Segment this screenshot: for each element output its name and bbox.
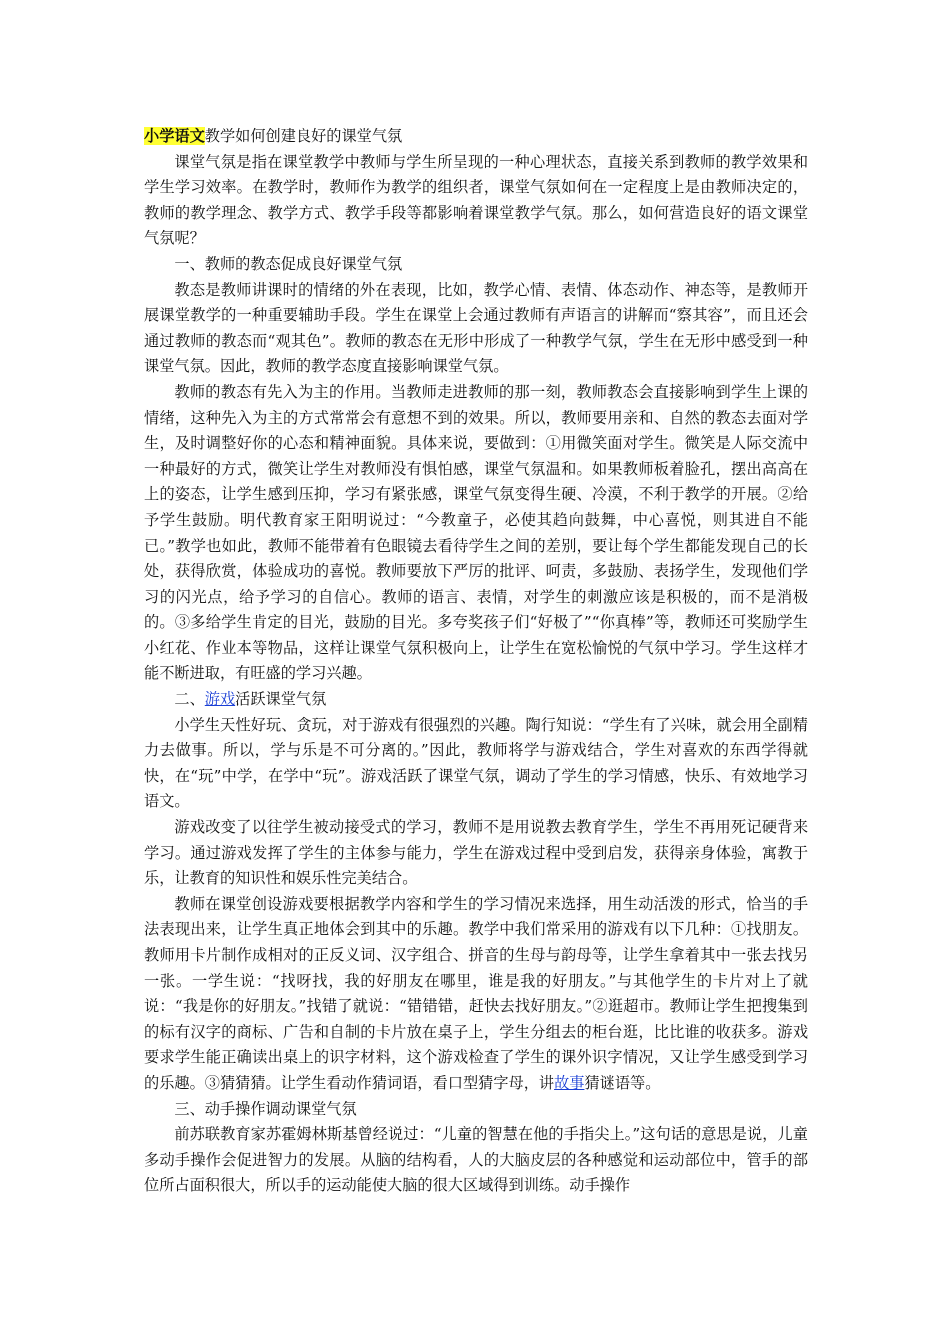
paragraph-game-examples: 教师在课堂创设游戏要根据教学内容和学生的学习情况来选择，用生动活泼的形式，恰当的手法表现出来，让学生真正地体会到其中的乐趣。教学中我们常采用的游戏有以下几种：①找朋友。教师用卡片制作成相对的正反义词、汉字组合、拼音的生母与韵母等，让学生拿着其中一张去找另一张。一学生说：“找呀找，我的好朋友在哪里，谁是我的好朋友。”与其他学生的卡片对上了就说：“我是你的好朋友。”找错了就说：“错错错，赶快去找好朋友。”②逛超市。教师让学生把搜集到的标有汉字的商标、广告和自制的卡片放在桌子上，学生分组去的柜台逛，比比谁的收获多。游戏要求学生能正确读出桌上的识字材料，这个游戏检查了学生的课外识字情况，又让学生感受到学习的乐趣。③猜猜猜。让学生看动作猜词语，看口型猜字母，讲故事猜谜语等。 [144, 894, 808, 1092]
section-heading-3: 三、动手操作调动课堂气氛 [174, 1099, 357, 1118]
paragraph-game-change: 游戏改变了以往学生被动接受式的学习，教师不是用说教去教育学生，学生不再用死记硬背来学习。通过游戏发挥了学生的主体参与能力，学生在游戏过程中受到启发，获得亲身体验，寓教于乐，让教育的知识性和娱乐性完美结合。 [144, 818, 808, 888]
games-link[interactable]: 游戏 [204, 690, 236, 709]
section-heading-1: 一、教师的教态促成良好课堂气氛 [174, 254, 403, 273]
title-highlight: 小学语文 [144, 127, 205, 145]
title-rest: 教学如何创建良好的课堂气氛 [204, 127, 403, 145]
paragraph-teacher-manner: 教态是教师讲课时的情绪的外在表现，比如，教学心情、表情、体态动作、神态等，是教师开展课堂教学的一种重要辅助手段。学生在课堂上会通过教师有声语言的讲解而“察其容”，而且还会通过教师的教态而“观其色”。教师的教态在无形中形成了一种教学气氛，学生在无形中感受到一种课堂气氛。因此，教师的教学态度直接影响课堂气氛。 [144, 280, 808, 376]
paragraph-intro: 课堂气氛是指在课堂教学中教师与学生所呈现的一种心理状态，直接关系到教师的教学效果和学生学习效率。在教学时，教师作为教学的组织者，课堂气氛如何在一定程度上是由教师决定的，教师的教学理念、教学方式、教学手段等都影响着课堂教学气氛。那么，如何营造良好的语文课堂气氛呢？ [144, 152, 808, 248]
section-heading-2: 二、游戏活跃课堂气氛 [174, 690, 327, 709]
paragraph-hands-on: 前苏联教育家苏霍姆林斯基曾经说过：“儿童的智慧在他的手指尖上。”这句话的意思是说，儿童多动手操作会促进智力的发展。从脑的结构看，人的大脑皮层的各种感觉和运动部位中，管手的部位所占面积很大，所以手的运动能使大脑的很大区域得到训练。动手操作 [144, 1125, 808, 1195]
document-title [144, 124, 808, 150]
document-page [144, 124, 808, 1199]
paragraph-first-impression: 教师的教态有先入为主的作用。当教师走进教师的那一刻，教师教态会直接影响到学生上课的情绪，这种先入为主的方式常常会有意想不到的效果。所以，教师要用亲和、自然的教态去面对学生，及时调整好你的心态和精神面貌。具体来说，要做到：①用微笑面对学生。微笑是人际交流中一种最好的方式，微笑让学生对教师没有惧怕感，课堂气氛温和。如果教师板着脸孔，摆出高高在上的姿态，让学生感到压抑，学习有紧张感，课堂气氛变得生硬、冷漠，不利于教学的开展。②给予学生鼓励。明代教育家王阳明说过：“今教童子，必使其趋向鼓舞，中心喜悦，则其进自不能已。”教学也如此，教师不能带着有色眼镜去看待学生之间的差别，要让每个学生都能发现自己的长处，获得欣赏，体验成功的喜悦。教师要放下严厉的批评、呵责，多鼓励、表扬学生，发现他们学习的闪光点，给予学习的自信心。教师的语言、表情，对学生的刺激应该是积极的，而不是消极的。③多给学生肯定的目光，鼓励的目光。多夸奖孩子们“好极了”“你真棒”等，教师还可奖励学生小红花、作业本等物品，这样让课堂气氛积极向上，让学生在宽松愉悦的气氛中学习。学生这样才能不断进取，有旺盛的学习兴趣。 [144, 382, 808, 683]
paragraph-play-nature: 小学生天性好玩、贪玩，对于游戏有很强烈的兴趣。陶行知说：“学生有了兴味，就会用全副精力去做事。所以，学与乐是不可分离的。”因此，教师将学与游戏结合，学生对喜欢的东西学得就快，在“玩”中学，在学中“玩”。游戏活跃了课堂气氛，调动了学生的学习情感，快乐、有效地学习语文。 [144, 715, 808, 811]
story-link[interactable]: 故事 [554, 1073, 585, 1092]
